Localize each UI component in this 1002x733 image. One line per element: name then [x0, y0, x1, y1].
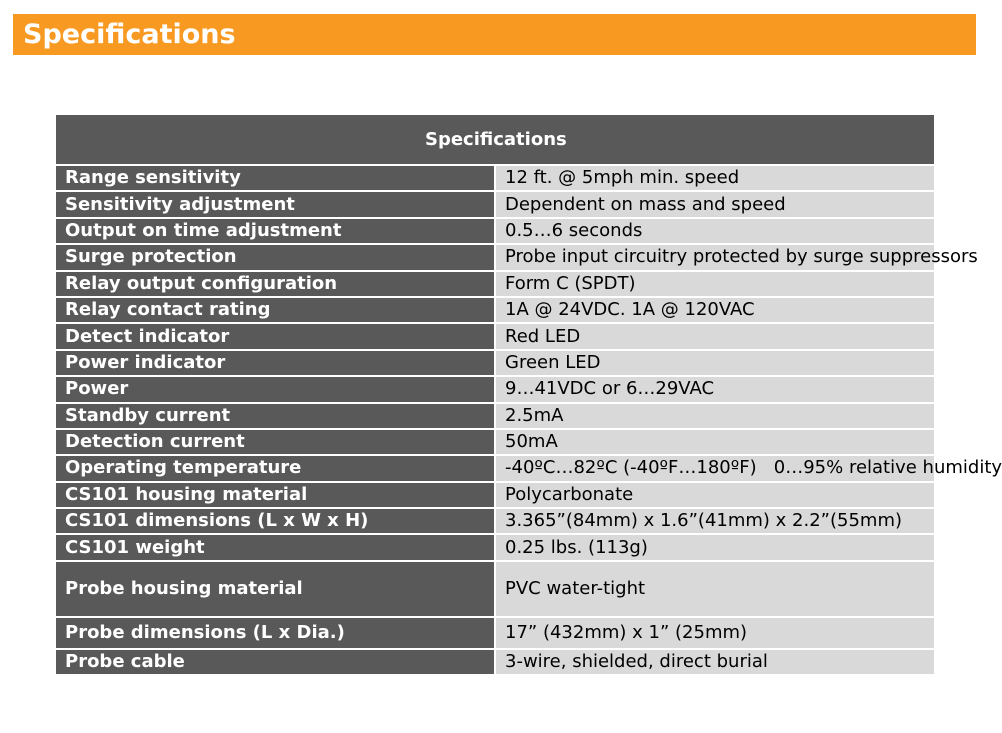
row-value: 12 ft. @ 5mph min. speed: [495, 165, 934, 191]
table-row: [56, 244, 934, 270]
table-row: [56, 617, 934, 649]
specifications-table: [56, 115, 1002, 676]
table-header-row: [56, 115, 934, 165]
row-value: 0.25 lbs. (113g): [495, 534, 934, 560]
table-row: [56, 323, 934, 349]
row-value: 2.5mA: [495, 403, 934, 429]
row-value: Red LED: [495, 323, 934, 349]
row-value: 0.5…6 seconds: [495, 218, 934, 244]
section-banner: [13, 14, 976, 55]
row-label: Output on time adjustment: [56, 218, 495, 244]
row-label: CS101 weight: [56, 534, 495, 560]
table-row: [56, 376, 934, 402]
row-label: CS101 dimensions (L x W x H): [56, 508, 495, 534]
row-label: Relay output configuration: [56, 271, 495, 297]
table-row: [56, 482, 934, 508]
row-label: Detection current: [56, 429, 495, 455]
row-value: Green LED: [495, 350, 934, 376]
table-row: [56, 561, 934, 617]
row-value: 17” (432mm) x 1” (25mm): [495, 617, 934, 649]
row-value: 3-wire, shielded, direct burial: [495, 649, 934, 675]
row-label: Surge protection: [56, 244, 495, 270]
table-row: [56, 508, 934, 534]
row-label: Range sensitivity: [56, 165, 495, 191]
section-title: Specifications: [23, 19, 236, 50]
row-label: Probe housing material: [56, 561, 495, 617]
row-value: Form C (SPDT): [495, 271, 934, 297]
table-row: [56, 649, 934, 675]
row-value: Polycarbonate: [495, 482, 934, 508]
table-row: [56, 429, 934, 455]
table-row: [56, 455, 934, 481]
row-label: Probe cable: [56, 649, 495, 675]
row-value: PVC water-tight: [495, 561, 934, 617]
row-value: Probe input circuitry protected by surge suppressors: [495, 244, 934, 270]
table-row: [56, 350, 934, 376]
table-row: [56, 403, 934, 429]
row-label: CS101 housing material: [56, 482, 495, 508]
table-row: [56, 297, 934, 323]
row-value: Dependent on mass and speed: [495, 191, 934, 217]
row-value: 50mA: [495, 429, 934, 455]
row-label: Operating temperature: [56, 455, 495, 481]
table-header-label: Specifications: [425, 129, 567, 150]
table-row: [56, 534, 934, 560]
row-value: -40ºC…82ºC (-40ºF…180ºF) 0…95% relative humidity: [495, 455, 934, 481]
table-row: [56, 271, 934, 297]
row-value: 9…41VDC or 6…29VAC: [495, 376, 934, 402]
row-value: 1A @ 24VDC. 1A @ 120VAC: [495, 297, 934, 323]
table-row: [56, 165, 934, 191]
table-header: [56, 115, 934, 165]
row-value: 3.365”(84mm) x 1.6”(41mm) x 2.2”(55mm): [495, 508, 934, 534]
row-label: Relay contact rating: [56, 297, 495, 323]
row-label: Standby current: [56, 403, 495, 429]
row-label: Power indicator: [56, 350, 495, 376]
table-row: [56, 191, 934, 217]
row-label: Probe dimensions (L x Dia.): [56, 617, 495, 649]
row-label: Sensitivity adjustment: [56, 191, 495, 217]
row-label: Detect indicator: [56, 323, 495, 349]
table-row: [56, 218, 934, 244]
row-label: Power: [56, 376, 495, 402]
